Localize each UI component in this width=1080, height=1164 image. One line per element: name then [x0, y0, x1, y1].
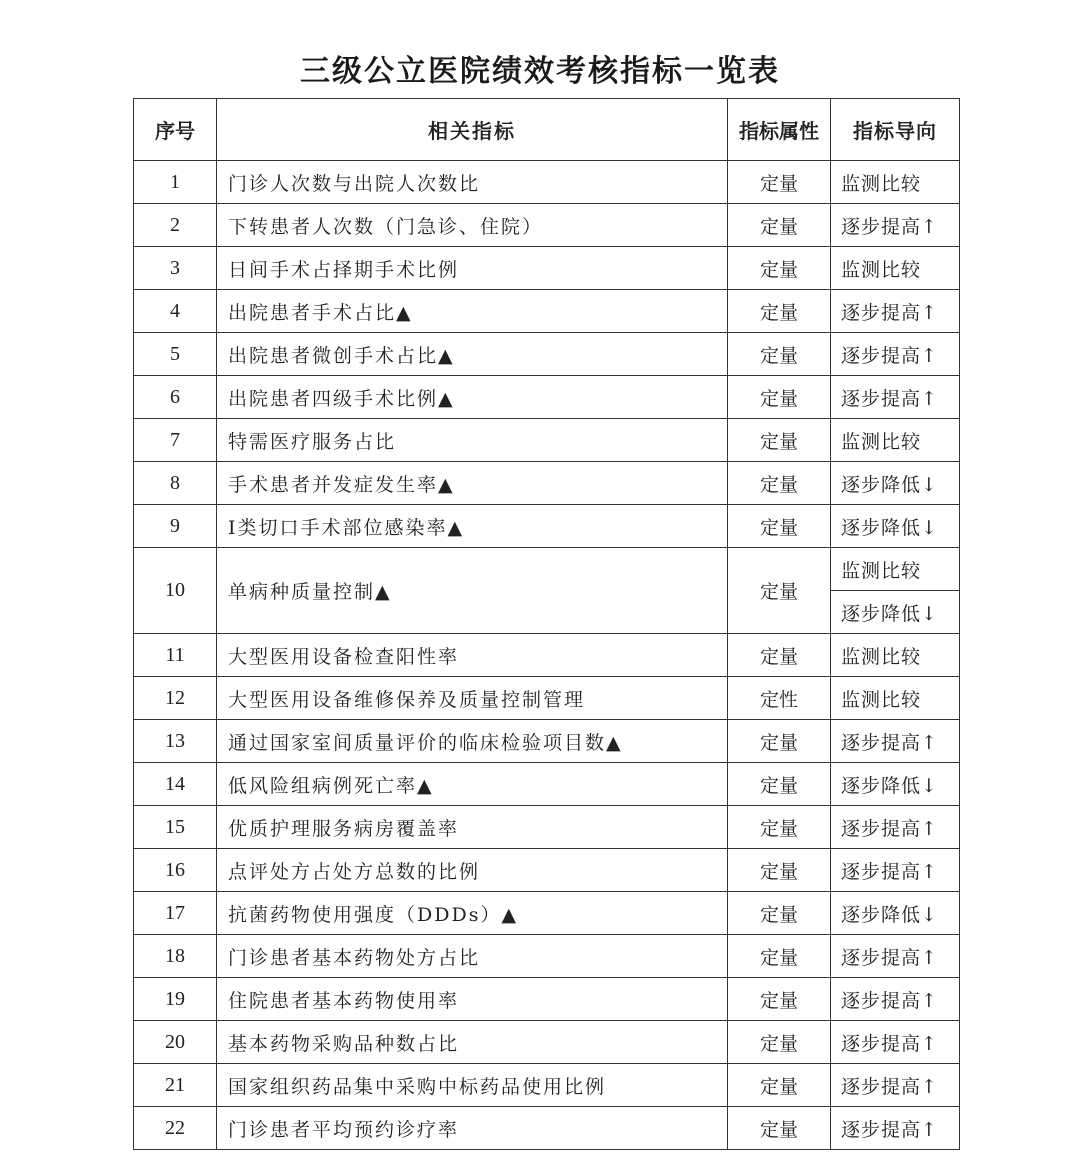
indicator-direction: 逐步降低↓: [831, 462, 960, 505]
indicator-direction: 监测比较: [831, 677, 960, 720]
table-row: [134, 892, 960, 935]
indicator-attribute: 定量: [728, 333, 831, 376]
table-row: [134, 548, 960, 591]
indicator-direction: 逐步提高↑: [831, 978, 960, 1021]
table-row: [134, 677, 960, 720]
indicator-direction: 监测比较: [831, 161, 960, 204]
indicator-direction: 逐步提高↑: [831, 1064, 960, 1107]
indicator-name: 优质护理服务病房覆盖率: [217, 806, 728, 849]
indicator-attribute: 定量: [728, 161, 831, 204]
indicator-name: 大型医用设备维修保养及质量控制管理: [217, 677, 728, 720]
indicator-name: 特需医疗服务占比: [217, 419, 728, 462]
table-row: [134, 204, 960, 247]
indicator-name: 通过国家室间质量评价的临床检验项目数▲: [217, 720, 728, 763]
indicator-attribute: 定量: [728, 505, 831, 548]
indicator-attribute: 定量: [728, 462, 831, 505]
table-row: [134, 505, 960, 548]
row-number: 10: [134, 548, 217, 634]
table-row: [134, 806, 960, 849]
indicator-attribute: 定量: [728, 548, 831, 634]
indicator-name: 出院患者微创手术占比▲: [217, 333, 728, 376]
indicator-attribute: 定量: [728, 1021, 831, 1064]
row-number: 16: [134, 849, 217, 892]
indicator-direction: 逐步降低↓: [831, 892, 960, 935]
indicator-direction: 监测比较: [831, 419, 960, 462]
row-number: 17: [134, 892, 217, 935]
indicator-direction: 逐步降低↓: [831, 763, 960, 806]
header-attribute: 指标属性: [728, 99, 831, 161]
table-row: [134, 290, 960, 333]
row-number: 11: [134, 634, 217, 677]
indicator-direction: 逐步降低↓: [831, 505, 960, 548]
indicator-attribute: 定量: [728, 720, 831, 763]
indicator-name: 单病种质量控制▲: [217, 548, 728, 634]
indicator-name: 门诊人次数与出院人次数比: [217, 161, 728, 204]
row-number: 5: [134, 333, 217, 376]
indicator-attribute: 定量: [728, 634, 831, 677]
table-row: [134, 720, 960, 763]
row-number: 4: [134, 290, 217, 333]
table-row: [134, 462, 960, 505]
indicator-attribute: 定量: [728, 1107, 831, 1150]
table-row: [134, 376, 960, 419]
indicator-name: 低风险组病例死亡率▲: [217, 763, 728, 806]
row-number: 14: [134, 763, 217, 806]
indicator-direction: 逐步降低↓: [831, 591, 960, 634]
indicator-attribute: 定量: [728, 806, 831, 849]
table-row: [134, 247, 960, 290]
row-number: 21: [134, 1064, 217, 1107]
indicator-name: 抗菌药物使用强度（DDDs）▲: [217, 892, 728, 935]
row-number: 8: [134, 462, 217, 505]
row-number: 18: [134, 935, 217, 978]
indicator-attribute: 定量: [728, 892, 831, 935]
row-number: 9: [134, 505, 217, 548]
indicator-direction: 逐步提高↑: [831, 290, 960, 333]
indicator-attribute: 定量: [728, 978, 831, 1021]
table-row: [134, 161, 960, 204]
indicator-direction: 逐步提高↑: [831, 204, 960, 247]
table-body: [134, 161, 960, 1150]
indicator-direction: 逐步提高↑: [831, 935, 960, 978]
indicator-name: 门诊患者平均预约诊疗率: [217, 1107, 728, 1150]
indicator-name: 国家组织药品集中采购中标药品使用比例: [217, 1064, 728, 1107]
row-number: 15: [134, 806, 217, 849]
table-row: [134, 1064, 960, 1107]
row-number: 2: [134, 204, 217, 247]
indicator-direction: 监测比较: [831, 247, 960, 290]
indicator-attribute: 定量: [728, 849, 831, 892]
indicator-name: 点评处方占处方总数的比例: [217, 849, 728, 892]
indicator-name: 门诊患者基本药物处方占比: [217, 935, 728, 978]
indicator-direction: 逐步提高↑: [831, 720, 960, 763]
indicator-name: 下转患者人次数（门急诊、住院）: [217, 204, 728, 247]
table-row: [134, 1021, 960, 1064]
document-title: 三级公立医院绩效考核指标一览表: [300, 54, 780, 89]
table-row: [134, 333, 960, 376]
indicator-direction: 逐步提高↑: [831, 849, 960, 892]
row-number: 19: [134, 978, 217, 1021]
table-row: [134, 849, 960, 892]
row-number: 7: [134, 419, 217, 462]
row-number: 12: [134, 677, 217, 720]
indicator-attribute: 定量: [728, 204, 831, 247]
indicator-attribute: 定性: [728, 677, 831, 720]
indicator-attribute: 定量: [728, 247, 831, 290]
indicator-name: 手术患者并发症发生率▲: [217, 462, 728, 505]
table-row: [134, 763, 960, 806]
table-row: [134, 935, 960, 978]
table-row: [134, 634, 960, 677]
table-row: [134, 978, 960, 1021]
row-number: 22: [134, 1107, 217, 1150]
indicator-direction: 监测比较: [831, 634, 960, 677]
indicator-attribute: 定量: [728, 763, 831, 806]
indicator-direction: 逐步提高↑: [831, 333, 960, 376]
indicator-name: 基本药物采购品种数占比: [217, 1021, 728, 1064]
header-direction: 指标导向: [831, 99, 960, 161]
indicator-name: 日间手术占择期手术比例: [217, 247, 728, 290]
indicator-table: [133, 98, 960, 1150]
indicator-name: 出院患者四级手术比例▲: [217, 376, 728, 419]
table-header-row: [134, 99, 960, 161]
indicator-direction: 逐步提高↑: [831, 1107, 960, 1150]
indicator-direction: 监测比较: [831, 548, 960, 591]
header-indicator: 相关指标: [217, 99, 728, 161]
indicator-attribute: 定量: [728, 290, 831, 333]
indicator-attribute: 定量: [728, 935, 831, 978]
indicator-name: 出院患者手术占比▲: [217, 290, 728, 333]
indicator-name: I类切口手术部位感染率▲: [217, 505, 728, 548]
indicator-direction: 逐步提高↑: [831, 1021, 960, 1064]
indicator-attribute: 定量: [728, 1064, 831, 1107]
indicator-name: 住院患者基本药物使用率: [217, 978, 728, 1021]
row-number: 3: [134, 247, 217, 290]
header-number: 序号: [134, 99, 217, 161]
row-number: 13: [134, 720, 217, 763]
indicator-name: 大型医用设备检查阳性率: [217, 634, 728, 677]
table-row: [134, 1107, 960, 1150]
indicator-attribute: 定量: [728, 376, 831, 419]
row-number: 6: [134, 376, 217, 419]
table-row: [134, 419, 960, 462]
row-number: 1: [134, 161, 217, 204]
indicator-direction: 逐步提高↑: [831, 806, 960, 849]
indicator-direction: 逐步提高↑: [831, 376, 960, 419]
indicator-attribute: 定量: [728, 419, 831, 462]
row-number: 20: [134, 1021, 217, 1064]
